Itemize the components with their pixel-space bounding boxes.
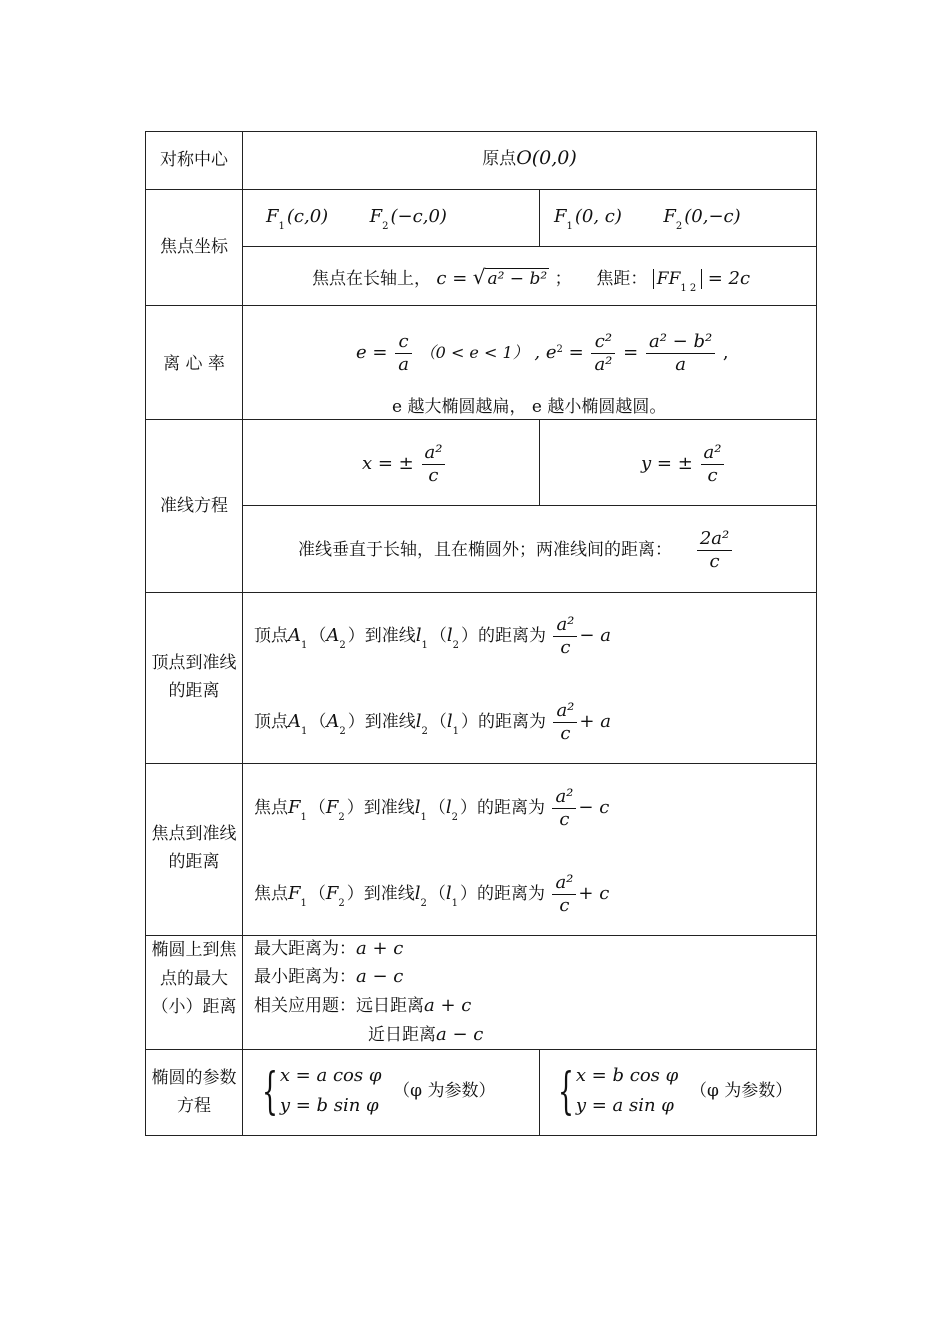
label-directrix: 准线方程 [160, 496, 228, 516]
application-near: 近日距离a − c [368, 1024, 484, 1045]
row-divider [242, 505, 817, 506]
label-eccentricity: 离 心 率 [163, 354, 225, 374]
focus-note: 焦点在长轴上， c = √ a² − b² ； 焦距： $FF_{1 2} = 2c$ [312, 265, 751, 294]
row-divider [145, 1049, 817, 1050]
label-focus-to-directrix: 焦点到准线的距离 [151, 824, 237, 872]
parametric-left: { x = a cos φ y = b sin φ （φ 为参数） [261, 1062, 496, 1120]
label-vertex-to-directrix: 顶点到准线的距离 [151, 653, 237, 701]
table-border-top [145, 131, 817, 132]
label-symmetry-center: 对称中心 [160, 150, 228, 170]
eccentricity-note: e 越大椭圆越扁， e 越小椭圆越圆。 [392, 397, 667, 417]
table-border-left [145, 131, 146, 1136]
label-focus-coordinates: 焦点坐标 [160, 237, 228, 257]
row-divider [145, 763, 817, 764]
directrix-x-formula: x = ± $\frac{\text{a²}}{c}$ [362, 440, 447, 488]
cell-divider [539, 419, 540, 505]
application-far: 相关应用题：远日距离a + c [254, 995, 472, 1016]
max-distance: 最大距离为：a + c [254, 938, 404, 959]
row-divider [242, 246, 817, 247]
vertex-line-2: 顶点$A_1$ （$A_2$ ）到准线$l_2$ （$l_1$ ）的距离为 $\frac{\text{a²}}{c}$ + a [254, 700, 611, 744]
row-divider [145, 419, 817, 420]
table-border-right [816, 131, 817, 1136]
eccentricity-formula: e = $\frac{c}{a}$ （0 < e < 1） , $e^2$ = $\frac{\text{c²}}{\text{a²}}$ = $\frac{\text{a² − b²}}{a}$ , [356, 330, 729, 375]
parametric-right: { x = b cos φ y = a sin φ （φ 为参数） [557, 1062, 793, 1120]
focus-line-1: 焦点$F_1$ （$F_2$ ）到准线$l_1$ （$l_2$ ）的距离为 $\frac{\text{a²}}{c}$ − c [254, 786, 610, 830]
row-divider [145, 592, 817, 593]
row-divider [145, 189, 817, 190]
focus-line-2: 焦点$F_1$ （$F_2$ ）到准线$l_2$ （$l_1$ ）的距离为 $\frac{\text{a²}}{c}$ + c [254, 872, 610, 916]
focus-right-formula: $F_1$ (0, c) $F_2$ (0,−c) [554, 206, 741, 232]
cell-divider [539, 1049, 540, 1135]
cell-divider [539, 189, 540, 246]
directrix-y-formula: y = ± $\frac{\text{a²}}{c}$ [641, 440, 726, 488]
label-column-divider [242, 131, 243, 1136]
min-distance: 最小距离为：a − c [254, 966, 404, 987]
vertex-line-1: 顶点$A_1$ （$A_2$ ）到准线$l_1$ （$l_2$ ）的距离为 $\frac{\text{a²}}{c}$ − a [254, 614, 611, 658]
focus-left-formula: $F_1$ (c,0) $F_2$ (−c,0) [266, 206, 447, 232]
directrix-note: 准线垂直于长轴，且在椭圆外；两准线间的距离： $\frac{\text{2a²}}{c}$ [298, 526, 734, 574]
label-max-min-distance: 椭圆上到焦点的最大（小）距离 [151, 940, 237, 1017]
table-border-bottom [145, 1135, 817, 1136]
row-divider [145, 305, 817, 306]
label-parametric: 椭圆的参数方程 [151, 1068, 237, 1116]
symmetry-center-value: 原点O(0,0) [482, 147, 577, 169]
row-divider [145, 935, 817, 936]
